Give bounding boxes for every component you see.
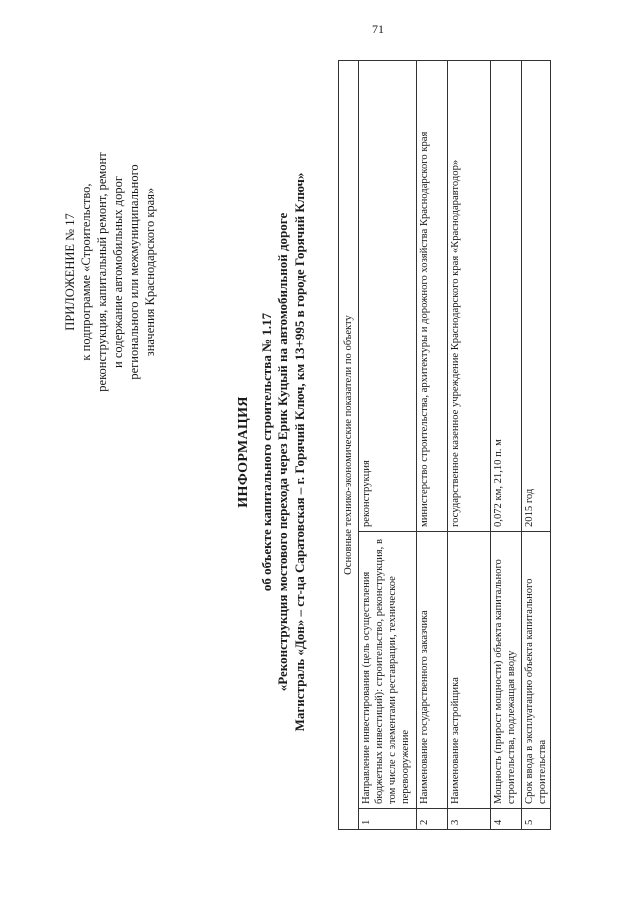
row-value: 0,072 км, 21,10 п. м <box>491 61 522 532</box>
appendix-line: и содержание автомобильных дорог <box>111 176 125 368</box>
appendix-title: ПРИЛОЖЕНИЕ № 17 <box>63 213 77 331</box>
document-title <box>236 22 308 882</box>
row-number: 4 <box>491 809 522 830</box>
row-value: государственное казенное учреждение Краснодарского края «Краснодаравтодор» <box>448 61 491 532</box>
row-value: министерство строительства, архитектуры и дорожного хозяйства Краснодарского края <box>417 61 448 532</box>
row-label: Мощность (прирост мощности) объекта капитального строительства, подлежащая вводу <box>491 532 522 809</box>
row-label: Наименование застройщика <box>448 532 491 809</box>
row-label: Направление инвестирования (цель осуществления бюджетных инвестиций): строительство, реконструкция, в том числе с элементами реставрации, техническое перевооружение <box>359 532 417 809</box>
title-line: Магистраль «Дон» – ст-ца Саратовская – г. Горячий Ключ, км 13+995 в городе Горячий Ключ» <box>291 172 307 732</box>
table-row <box>359 61 417 830</box>
table-row <box>448 61 491 830</box>
appendix-line: к подпрограмме «Строительство, <box>79 183 93 361</box>
appendix-line: регионального или межмуниципального <box>127 164 141 380</box>
page-number: 71 <box>372 22 384 36</box>
table-header: Основные технико-экономические показатели по объекту <box>339 61 359 830</box>
table-row <box>522 61 551 830</box>
row-number: 1 <box>359 809 417 830</box>
appendix-line: значения Краснодарского края» <box>143 187 157 357</box>
title-line: об объекте капитального строительства № 1.17 <box>258 312 274 592</box>
row-number: 5 <box>522 809 551 830</box>
table-header-row <box>339 61 359 830</box>
appendix-block <box>62 112 158 432</box>
row-value: реконструкция <box>359 61 417 532</box>
title-line: «Реконструкция мостового перехода через Ерик Куцый на автомобильной дороге <box>275 212 290 692</box>
table-row <box>491 61 522 830</box>
row-number: 3 <box>448 809 491 830</box>
row-label: Срок ввода в эксплуатацию объекта капитального строительства <box>522 532 551 809</box>
row-value: 2015 год <box>522 61 551 532</box>
title-heading: ИНФОРМАЦИЯ <box>236 396 251 508</box>
rotated-page-content <box>0 22 640 882</box>
row-number: 2 <box>417 809 448 830</box>
table-row <box>417 61 448 830</box>
indicators-table <box>338 60 551 830</box>
appendix-line: реконструкция, капитальный ремонт, ремонт <box>95 152 109 392</box>
row-label: Наименование государственного заказчика <box>417 532 448 809</box>
